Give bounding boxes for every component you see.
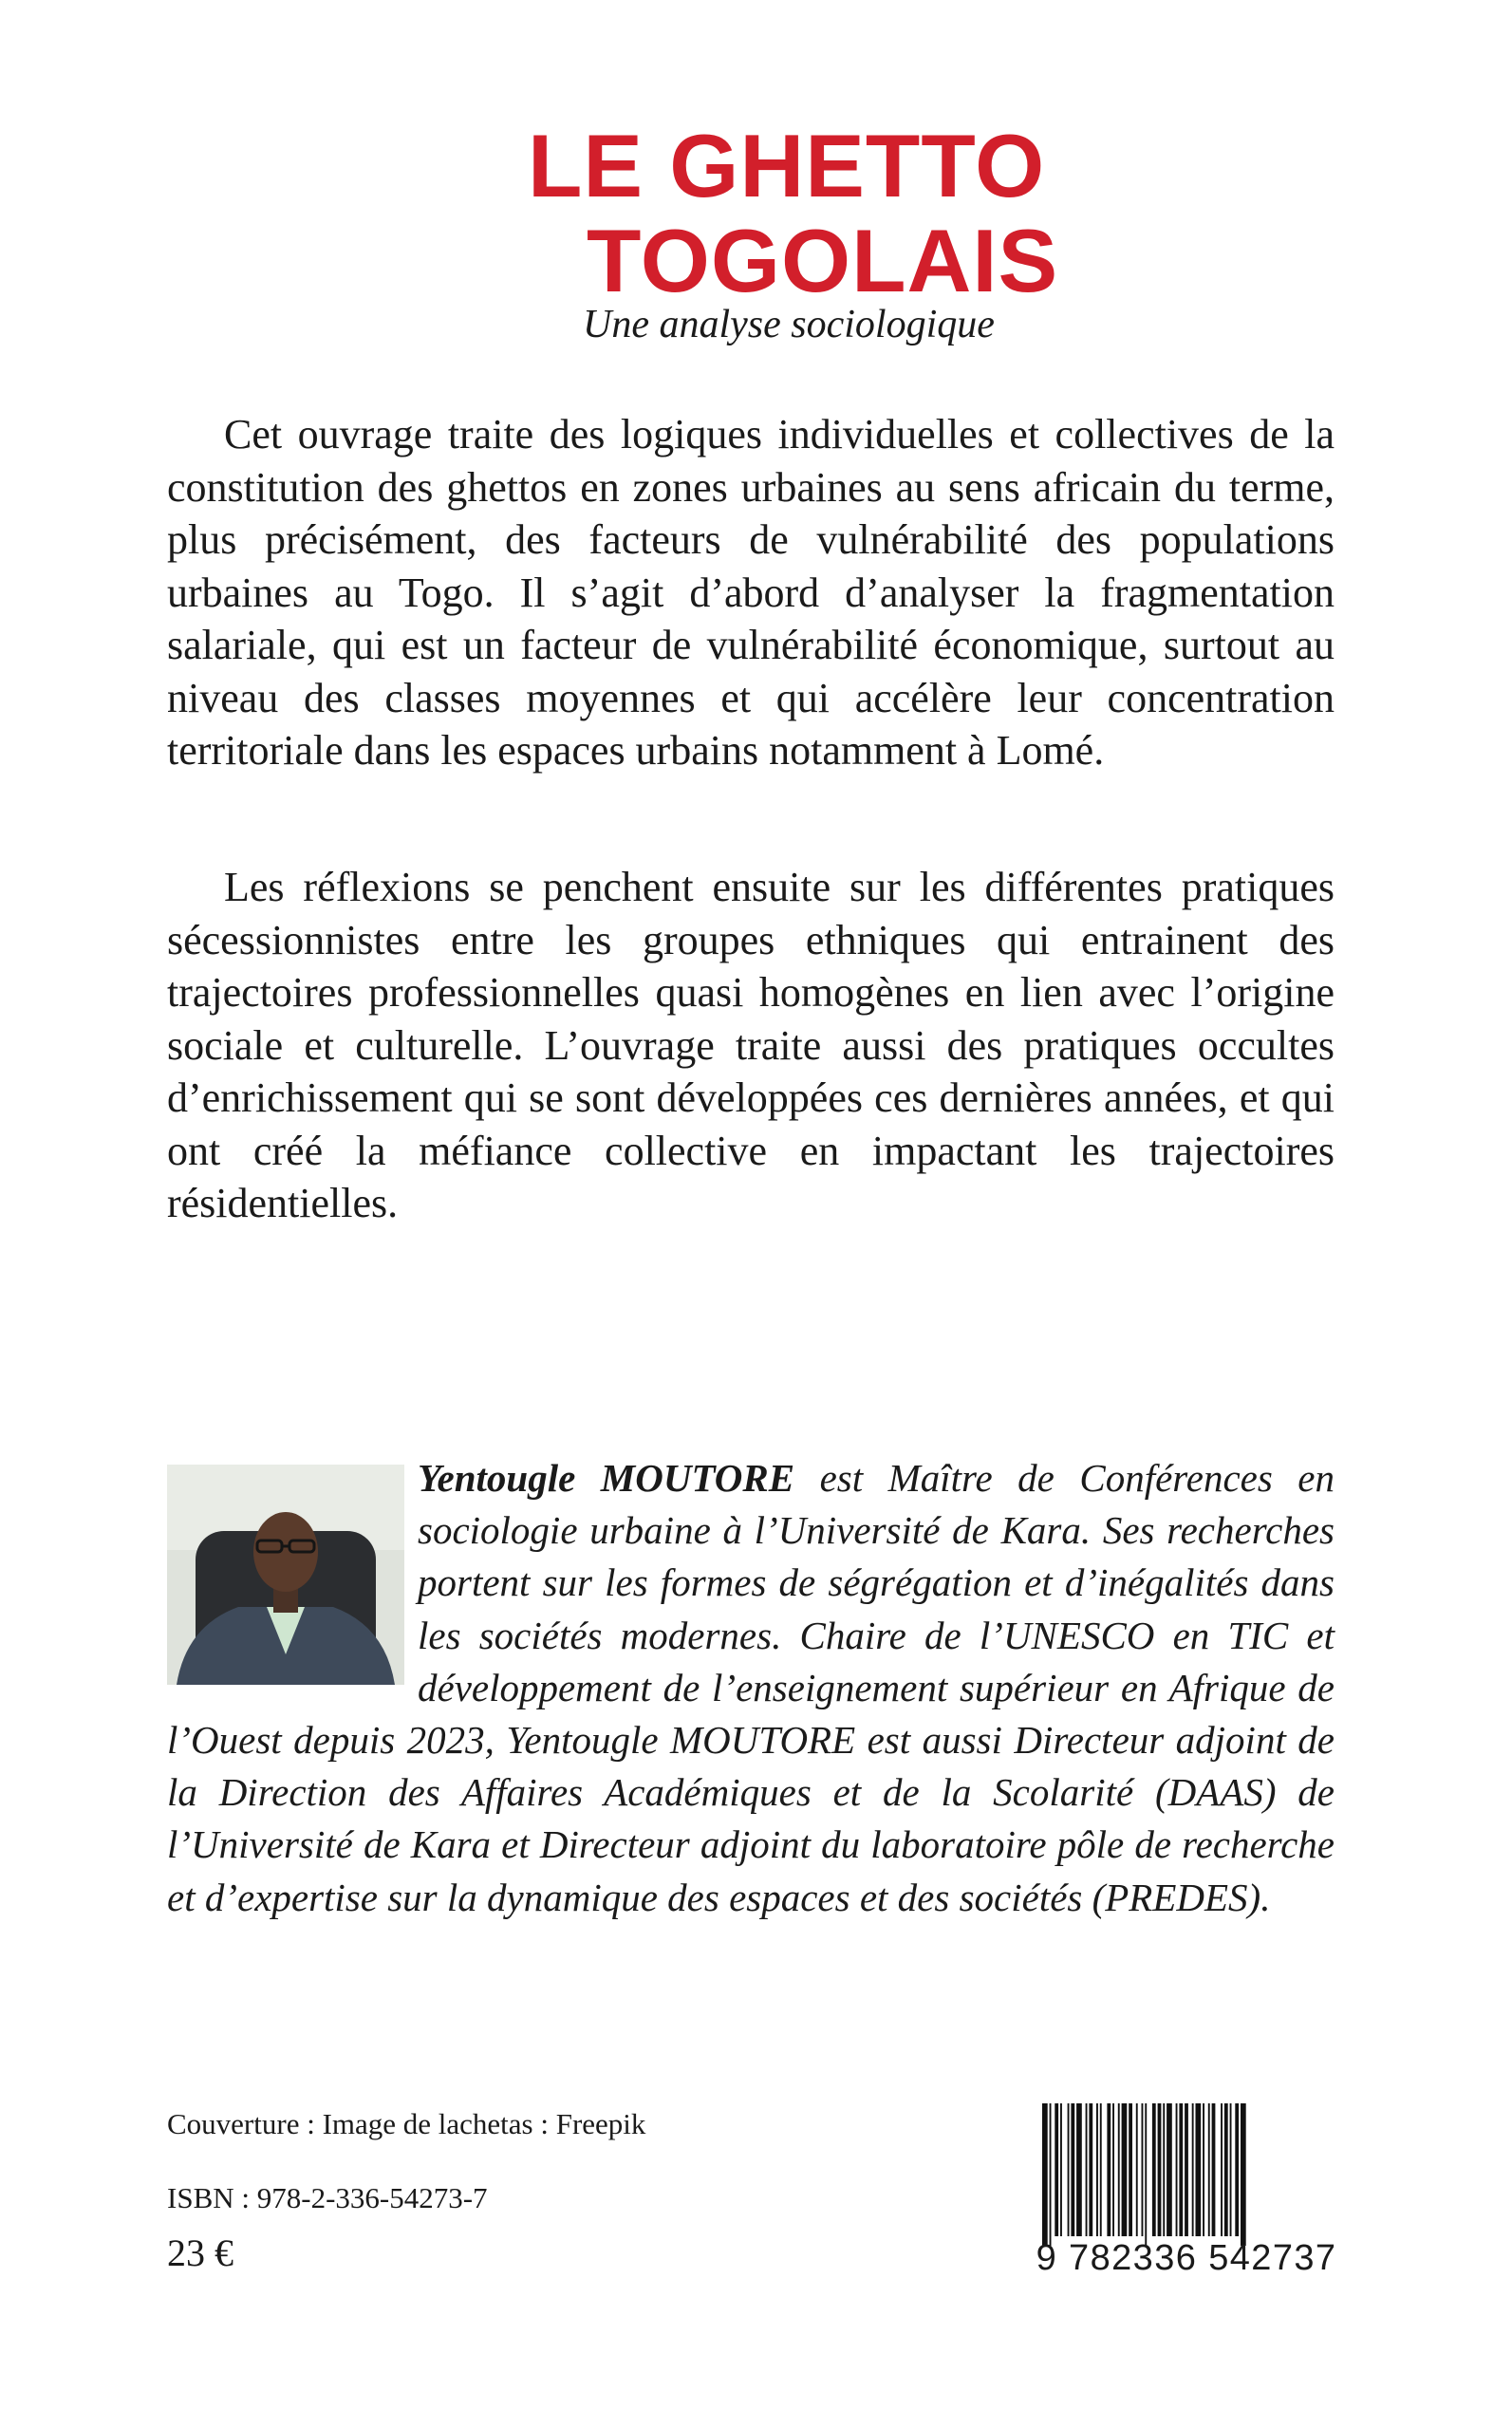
book-title-line-1: LE GHETTO <box>528 116 1046 215</box>
cover-credit: Couverture : Image de lachetas : Freepik <box>167 2107 646 2140</box>
book-subtitle: Une analyse sociologique <box>583 303 995 346</box>
author-name: Yentougle MOUTORE <box>418 1456 795 1500</box>
barcode-digits: 9 782336 542737 <box>1036 2238 1337 2278</box>
price: 23 € <box>167 2232 233 2274</box>
author-bio-text: est Maître de Conférences en sociologie urbaine à l’Université de Kara. Ses recherches portent sur les formes de ségrégation et d’inégalités dans les sociétés modernes. Chaire de l’UNESCO en TIC et développement de l’enseignement supérieur en Afrique de l’Ouest depuis 2023, Yentougle MOUTORE est aussi Directeur adjoint de la Direction des Affaires Académiques et de la Scolarité (DAAS) de l’Université de Kara et Directeur adjoint du laboratoire pôle de recherche et d’expertise sur la dynamique des espaces et des sociétés (PREDES). <box>167 1456 1335 1919</box>
book-title-line-2: TOGOLAIS <box>587 211 1059 310</box>
blurb-paragraph: Les réflexions se penchent ensuite sur les différentes pratiques sécessionnistes entre les groupes ethniques qui entrainent des trajectoires professionnelles quasi homogènes en lien avec l’origine sociale et culturelle. L’ouvrage traite aussi des pratiques occultes d’enrichissement qui se sont développées ces dernières années, et qui ont créé la méfiance collective en impactant les trajectoires résidentielles. <box>167 864 1335 1226</box>
author-bio <box>167 1452 1335 1924</box>
blurb-paragraph: Cet ouvrage traite des logiques individuelles et collectives de la constitution des ghettos en zones urbaines au sens africain du terme, plus précisément, des facteurs de vulnérabilité des populations urbaines au Togo. Il s’agit d’abord d’analyser la fragmentation salariale, qui est un facteur de vulnérabilité économique, surtout au niveau des classes moyennes et qui accélère leur concentration territoriale dans les espaces urbains notamment à Lomé. <box>167 411 1335 774</box>
isbn: ISBN : 978-2-336-54273-7 <box>167 2181 488 2214</box>
